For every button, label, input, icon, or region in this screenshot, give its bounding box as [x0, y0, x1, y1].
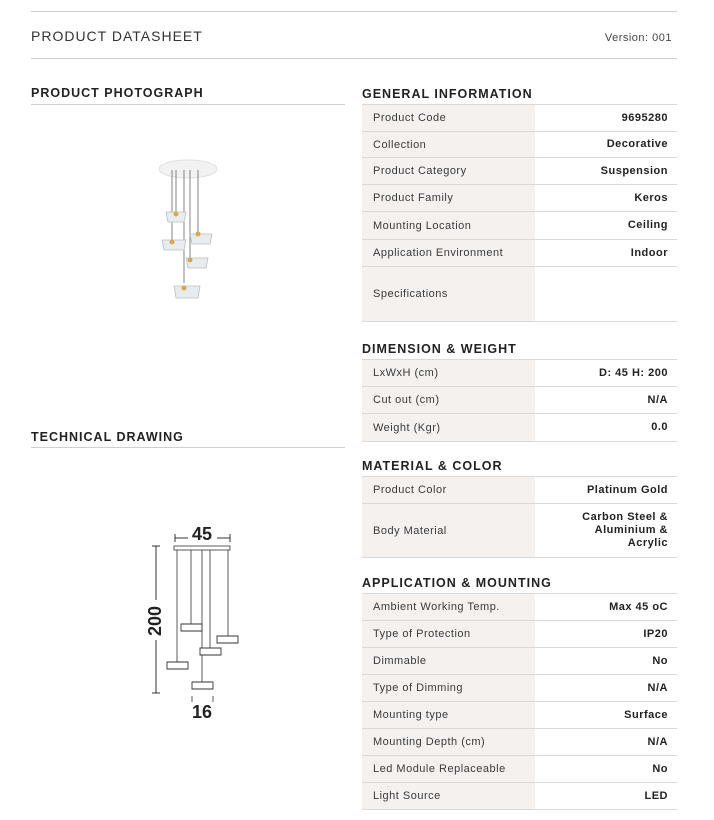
row-value	[535, 267, 677, 322]
row-value: Indoor	[535, 240, 677, 267]
row-value: Suspension	[535, 158, 677, 185]
table-row	[362, 414, 677, 442]
row-value: Platinum Gold	[535, 477, 677, 504]
drawing-section-title: TECHNICAL DRAWING	[31, 430, 184, 444]
row-value: Carbon Steel & Aluminium & Acrylic	[535, 504, 677, 558]
row-label: Product Family	[362, 185, 535, 212]
table-row	[362, 477, 677, 504]
row-value: Max 45 oC	[535, 594, 677, 621]
table-row	[362, 675, 677, 702]
dimension-section-title: DIMENSION & WEIGHT	[362, 342, 517, 356]
table-row	[362, 185, 677, 212]
row-label: Collection	[362, 132, 535, 158]
row-label: Light Source	[362, 783, 535, 810]
drawing-height-label: 200	[145, 605, 165, 636]
row-label: Application Environment	[362, 240, 535, 267]
row-label: Product Color	[362, 477, 535, 504]
document-title: PRODUCT DATASHEET	[31, 28, 203, 44]
row-label: Product Category	[362, 158, 535, 185]
row-value: IP20	[535, 621, 677, 648]
row-label: Weight (Kgr)	[362, 414, 535, 442]
table-row	[362, 783, 677, 810]
photo-section-title: PRODUCT PHOTOGRAPH	[31, 86, 204, 100]
row-label: Type of Protection	[362, 621, 535, 648]
row-label: Body Material	[362, 504, 535, 558]
table-row	[362, 648, 677, 675]
row-value: No	[535, 756, 677, 783]
photo-section-rule	[31, 104, 345, 105]
application-table	[362, 593, 677, 810]
row-value: Keros	[535, 185, 677, 212]
row-label: Mounting type	[362, 702, 535, 729]
top-rule	[31, 11, 677, 12]
row-label: Specifications	[362, 267, 535, 322]
table-row	[362, 387, 677, 414]
drawing-shade-label: 16	[192, 702, 213, 722]
row-label: Type of Dimming	[362, 675, 535, 702]
row-label: Mounting Depth (cm)	[362, 729, 535, 756]
table-row	[362, 702, 677, 729]
row-value: Decorative	[535, 132, 677, 158]
version-label: Version: 001	[604, 32, 672, 44]
row-value: No	[535, 648, 677, 675]
row-value: N/A	[535, 729, 677, 756]
dimension-table	[362, 359, 677, 442]
table-row	[362, 267, 677, 322]
row-label: Product Code	[362, 105, 535, 132]
row-value: LED	[535, 783, 677, 810]
row-label: LxWxH (cm)	[362, 360, 535, 387]
table-row	[362, 212, 677, 240]
table-row	[362, 158, 677, 185]
row-value: 9695280	[535, 105, 677, 132]
material-table	[362, 476, 677, 558]
row-value: Ceiling	[535, 212, 677, 240]
table-row	[362, 594, 677, 621]
drawing-width-label: 45	[192, 524, 213, 544]
material-section-title: MATERIAL & COLOR	[362, 459, 503, 473]
general-section-title: GENERAL INFORMATION	[362, 87, 533, 101]
row-value: D: 45 H: 200	[535, 360, 677, 387]
drawing-section-rule	[31, 447, 345, 448]
header-rule	[31, 58, 677, 59]
row-value: 0.0	[535, 414, 677, 442]
row-label: Led Module Replaceable	[362, 756, 535, 783]
table-row	[362, 105, 677, 132]
row-value: Surface	[535, 702, 677, 729]
table-row	[362, 729, 677, 756]
row-value: N/A	[535, 387, 677, 414]
product-photo	[150, 150, 230, 310]
table-row	[362, 132, 677, 158]
row-label: Cut out (cm)	[362, 387, 535, 414]
table-row	[362, 240, 677, 267]
table-row	[362, 504, 677, 558]
table-row	[362, 756, 677, 783]
general-info-table	[362, 104, 677, 322]
table-row	[362, 360, 677, 387]
row-label: Dimmable	[362, 648, 535, 675]
row-label: Mounting Location	[362, 212, 535, 240]
row-label: Ambient Working Temp.	[362, 594, 535, 621]
table-row	[362, 621, 677, 648]
application-section-title: APPLICATION & MOUNTING	[362, 576, 552, 590]
row-value: N/A	[535, 675, 677, 702]
